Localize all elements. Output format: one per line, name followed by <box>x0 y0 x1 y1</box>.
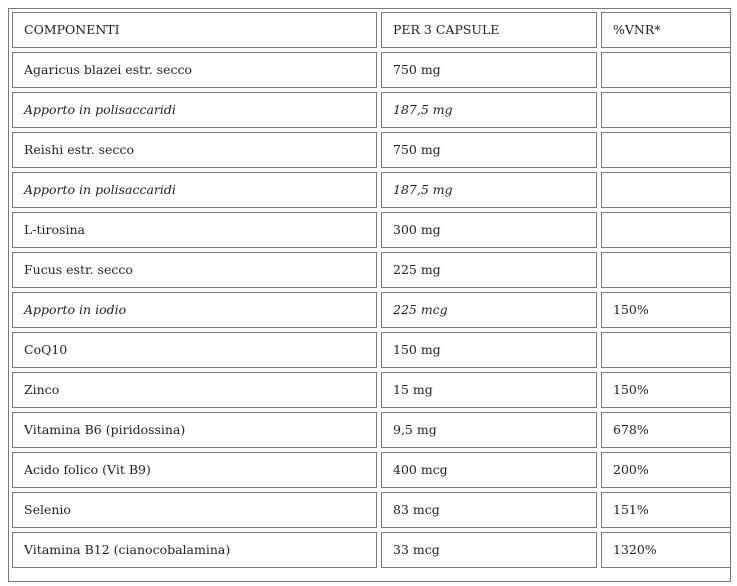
amount-cell: 150 mg <box>381 332 597 368</box>
vnr-cell: 150% <box>601 372 731 408</box>
amount-cell: 225 mcg <box>381 292 597 328</box>
amount-cell: 750 mg <box>381 52 597 88</box>
header-componenti: COMPONENTI <box>12 12 377 48</box>
vnr-cell: 200% <box>601 452 731 488</box>
table-row <box>12 492 731 528</box>
amount-cell: 225 mg <box>381 252 597 288</box>
component-name-cell: Apporto in iodio <box>12 292 377 328</box>
table-row <box>12 252 731 288</box>
table-row <box>12 132 731 168</box>
table-header-row <box>12 12 731 48</box>
nutrition-table-frame <box>8 8 731 582</box>
amount-cell: 15 mg <box>381 372 597 408</box>
table-row <box>12 372 731 408</box>
vnr-cell <box>601 172 731 208</box>
nutrition-table <box>8 8 735 572</box>
vnr-cell <box>601 252 731 288</box>
table-row <box>12 52 731 88</box>
component-name-cell: Agaricus blazei estr. secco <box>12 52 377 88</box>
component-name-cell: Selenio <box>12 492 377 528</box>
amount-cell: 187,5 mg <box>381 172 597 208</box>
table-row <box>12 292 731 328</box>
table-row <box>12 172 731 208</box>
component-name-cell: Vitamina B6 (piridossina) <box>12 412 377 448</box>
component-name-cell: Apporto in polisaccaridi <box>12 172 377 208</box>
table-row <box>12 92 731 128</box>
table-row <box>12 412 731 448</box>
header-per-3-capsule: PER 3 CAPSULE <box>381 12 597 48</box>
vnr-cell <box>601 52 731 88</box>
component-name-cell: Zinco <box>12 372 377 408</box>
component-name-cell: L-tirosina <box>12 212 377 248</box>
component-name-cell: Acido folico (Vit B9) <box>12 452 377 488</box>
vnr-cell <box>601 92 731 128</box>
table-row <box>12 452 731 488</box>
table-body <box>12 52 731 568</box>
component-name-cell: Vitamina B12 (cianocobalamina) <box>12 532 377 568</box>
vnr-cell <box>601 332 731 368</box>
vnr-cell: 678% <box>601 412 731 448</box>
amount-cell: 300 mg <box>381 212 597 248</box>
component-name-cell: Reishi estr. secco <box>12 132 377 168</box>
component-name-cell: CoQ10 <box>12 332 377 368</box>
vnr-cell: 151% <box>601 492 731 528</box>
component-name-cell: Fucus estr. secco <box>12 252 377 288</box>
amount-cell: 9,5 mg <box>381 412 597 448</box>
amount-cell: 187,5 mg <box>381 92 597 128</box>
amount-cell: 33 mcg <box>381 532 597 568</box>
vnr-cell <box>601 132 731 168</box>
vnr-cell: 1320% <box>601 532 731 568</box>
vnr-cell: 150% <box>601 292 731 328</box>
header-vnr: %VNR* <box>601 12 731 48</box>
amount-cell: 83 mcg <box>381 492 597 528</box>
component-name-cell: Apporto in polisaccaridi <box>12 92 377 128</box>
vnr-cell <box>601 212 731 248</box>
amount-cell: 750 mg <box>381 132 597 168</box>
table-row <box>12 332 731 368</box>
table-row <box>12 532 731 568</box>
table-row <box>12 212 731 248</box>
amount-cell: 400 mcg <box>381 452 597 488</box>
